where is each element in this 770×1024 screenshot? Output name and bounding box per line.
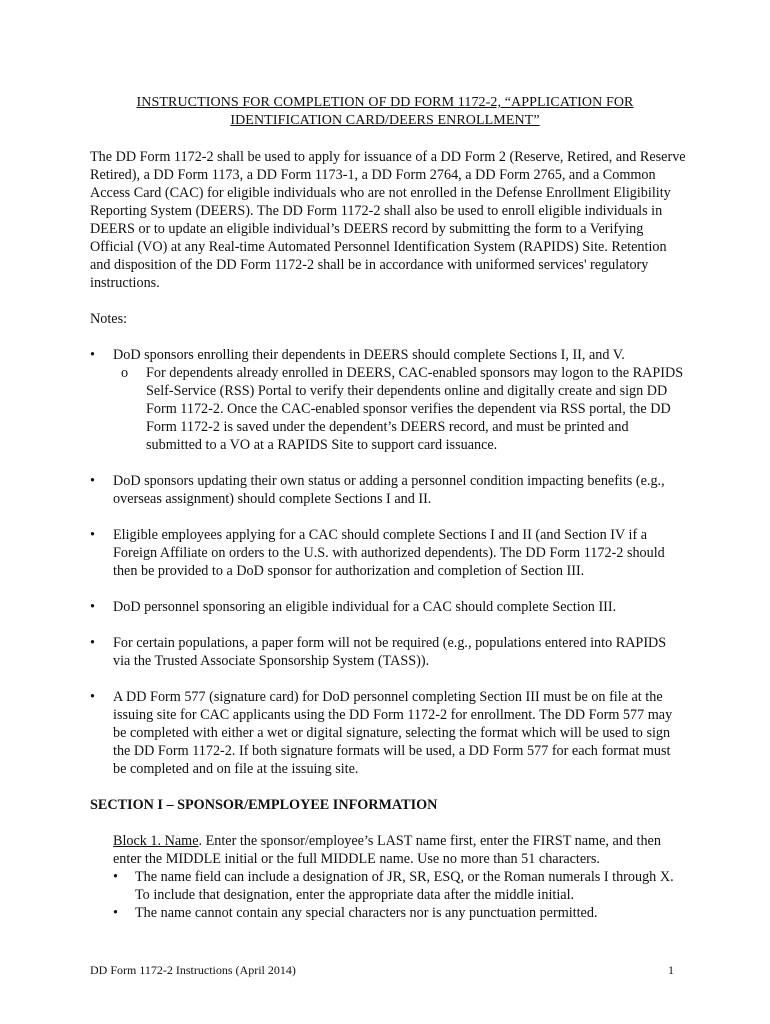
sub-bullet-marker: o bbox=[121, 365, 129, 381]
bullet-marker: • bbox=[90, 473, 95, 489]
bullet-marker: • bbox=[90, 635, 95, 651]
title-line-2: IDENTIFICATION CARD/DEERS ENROLLMENT” bbox=[230, 113, 540, 128]
note-bullet-text: Eligible employees applying for a CAC should complete Sections I and II (and Section IV if a Foreign Affiliate on orders to the U.S. with authorized dependents). The DD Form 1172-2 should then be provided to a DoD sponsor for authorization and completion of Section III. bbox=[113, 527, 665, 579]
bullet-marker: • bbox=[113, 869, 118, 885]
block-1-paragraph bbox=[113, 832, 688, 868]
notes-label: Notes: bbox=[90, 311, 128, 327]
note-bullet-text: DoD sponsors enrolling their dependents in DEERS should complete Sections I, II, and V. bbox=[113, 347, 625, 363]
footer-form-title: DD Form 1172-2 Instructions (April 2014) bbox=[90, 963, 296, 977]
bullet-marker: • bbox=[90, 347, 95, 363]
bullet-marker: • bbox=[90, 599, 95, 615]
document-title bbox=[90, 94, 680, 130]
sub-bullet-text: For dependents already enrolled in DEERS, CAC-enabled sponsors may logon to the RAPIDS Self-Service (RSS) Portal to verify their dependents online and digitally create and sign DD Form 1172-2. Once the CAC-enabled sponsor verifies the dependent via RSS portal, the DD Form 1172-2 is saved under the dependent’s DEERS record, and must be printed and submitted to a VO at a RAPIDS Site to support card issuance. bbox=[146, 365, 684, 453]
note-bullet-text: DoD sponsors updating their own status or adding a personnel condition impacting benefits (e.g., overseas assignment) should complete Sections I and II. bbox=[113, 473, 665, 507]
section-1-heading: SECTION I – SPONSOR/EMPLOYEE INFORMATION bbox=[90, 797, 438, 813]
note-bullet-text: DoD personnel sponsoring an eligible individual for a CAC should complete Section III. bbox=[113, 599, 617, 615]
bullet-marker: • bbox=[90, 527, 95, 543]
block-1-bullet-text: The name cannot contain any special characters nor is any punctuation permitted. bbox=[135, 905, 598, 921]
intro-paragraph: The DD Form 1172-2 shall be used to apply for issuance of a DD Form 2 (Reserve, Retired, and Reserve Retired), a DD Form 1173, a DD Form 1173-1, a DD Form 2764, a DD Form 2765, and a Common Access Card (CAC) for eligible individuals who are not enrolled in the Defense Enrollment Eligibility Reporting System (DEERS). The DD Form 1172-2 shall also be used to enroll eligible individuals in DEERS or to update an eligible individual’s DEERS record by submitting the form to a Verifying Official (VO) at any Real-time Automated Personnel Identification System (RAPIDS) Site. Retention and disposition of the DD Form 1172-2 shall be in accordance with uniformed services' regulatory instructions. bbox=[90, 149, 686, 291]
block-1-bullet-text: The name field can include a designation of JR, SR, ESQ, or the Roman numerals I through X. To include that designation, enter the appropriate data after the middle initial. bbox=[135, 869, 674, 903]
note-bullet-text: For certain populations, a paper form will not be required (e.g., populations entered into RAPIDS via the Trusted Associate Sponsorship System (TASS)). bbox=[113, 635, 667, 669]
block-1-label: Block 1. Name bbox=[113, 833, 199, 849]
bullet-marker: • bbox=[113, 905, 118, 921]
footer-page-number: 1 bbox=[668, 963, 674, 977]
bullet-marker: • bbox=[90, 689, 95, 705]
title-line-1: INSTRUCTIONS FOR COMPLETION OF DD FORM 1172-2, “APPLICATION FOR bbox=[136, 95, 634, 110]
note-bullet-text: A DD Form 577 (signature card) for DoD personnel completing Section III must be on file at the issuing site for CAC applicants using the DD Form 1172-2 for enrollment. The DD Form 577 may be completed with either a wet or digital signature, selecting the format which will be used to sign the DD Form 1172-2. If both signature formats will be used, a DD Form 577 for each format must be completed and on file at the issuing site. bbox=[113, 689, 673, 777]
block-1-text: . Enter the sponsor/employee’s LAST name first, enter the FIRST name, and then enter the MIDDLE initial or the full MIDDLE name. Use no more than 51 characters. bbox=[113, 833, 661, 867]
